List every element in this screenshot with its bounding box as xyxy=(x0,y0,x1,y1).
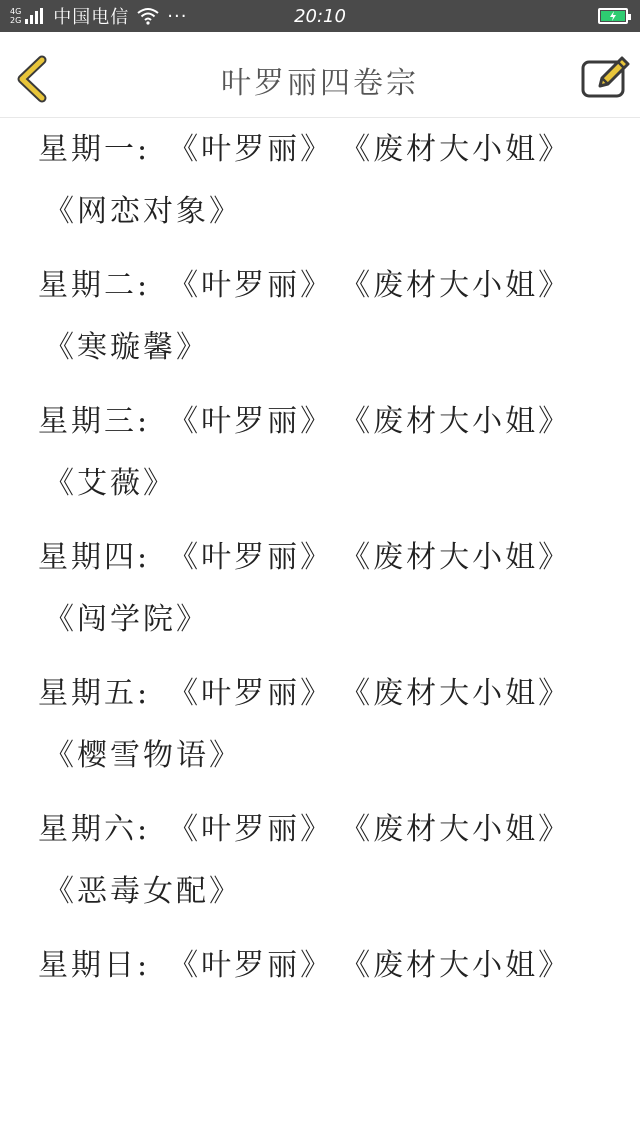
extra-book-title: 《樱雪物语》 xyxy=(44,738,242,773)
entry-saturday xyxy=(38,808,620,914)
entry-line xyxy=(38,808,620,852)
book-title: 《废材大小姐》 xyxy=(355,676,572,711)
entry-friday xyxy=(38,672,620,778)
signal-icon xyxy=(25,8,45,24)
more-status-dots: ··· xyxy=(167,5,188,27)
charging-bolt-icon xyxy=(608,11,618,21)
book-title: 《叶罗丽》 xyxy=(168,676,334,711)
book-title: 《叶罗丽》 xyxy=(168,132,334,167)
entry-monday xyxy=(38,128,620,234)
day-label: 星期三: xyxy=(38,404,151,439)
day-label: 星期五: xyxy=(38,676,151,711)
edit-button[interactable] xyxy=(580,56,632,100)
entry-line xyxy=(38,536,620,580)
book-title: 《叶罗丽》 xyxy=(168,404,334,439)
book-title: 《废材大小姐》 xyxy=(355,540,572,575)
entry-line xyxy=(38,264,620,308)
carrier-name: 中国电信 xyxy=(53,7,130,28)
entry-thursday xyxy=(38,536,620,642)
book-title: 《废材大小姐》 xyxy=(355,948,572,983)
network-type-bottom: 2G xyxy=(10,16,22,25)
day-label: 星期六: xyxy=(38,812,151,847)
book-title: 《废材大小姐》 xyxy=(355,268,572,303)
status-bar xyxy=(0,0,640,32)
network-type xyxy=(10,7,21,25)
book-title: 《废材大小姐》 xyxy=(355,404,572,439)
entry-tuesday xyxy=(38,264,620,370)
extra-book-title: 《闯学院》 xyxy=(44,602,209,637)
navigation-bar xyxy=(0,32,640,118)
day-label: 星期日: xyxy=(38,948,151,983)
edit-pencil-icon xyxy=(580,56,632,100)
book-title: 《叶罗丽》 xyxy=(168,540,334,575)
battery-level xyxy=(601,11,625,21)
book-title: 《叶罗丽》 xyxy=(168,812,334,847)
entry-line xyxy=(38,400,620,444)
extra-book-title: 《艾薇》 xyxy=(44,466,176,501)
page-title: 叶罗丽四卷宗 xyxy=(221,66,419,101)
battery-icon xyxy=(598,8,628,24)
note-content[interactable] xyxy=(0,118,640,1138)
extra-book-title: 《恶毒女配》 xyxy=(44,874,242,909)
book-title: 《叶罗丽》 xyxy=(168,268,334,303)
wifi-icon xyxy=(137,7,159,25)
network-type-top: 4G xyxy=(10,7,22,16)
status-time: 20:10 xyxy=(294,5,346,27)
book-title: 《废材大小姐》 xyxy=(355,132,572,167)
extra-book-title: 《网恋对象》 xyxy=(44,194,242,229)
day-label: 星期四: xyxy=(38,540,151,575)
entry-sunday xyxy=(38,944,620,988)
book-title: 《废材大小姐》 xyxy=(355,812,572,847)
entry-wednesday xyxy=(38,400,620,506)
day-label: 星期一: xyxy=(38,132,151,167)
entry-line xyxy=(38,672,620,716)
book-title: 《叶罗丽》 xyxy=(168,948,334,983)
extra-book-title: 《寒璇馨》 xyxy=(44,330,209,365)
entry-line xyxy=(38,128,620,172)
entry-line xyxy=(38,944,620,988)
day-label: 星期二: xyxy=(38,268,151,303)
